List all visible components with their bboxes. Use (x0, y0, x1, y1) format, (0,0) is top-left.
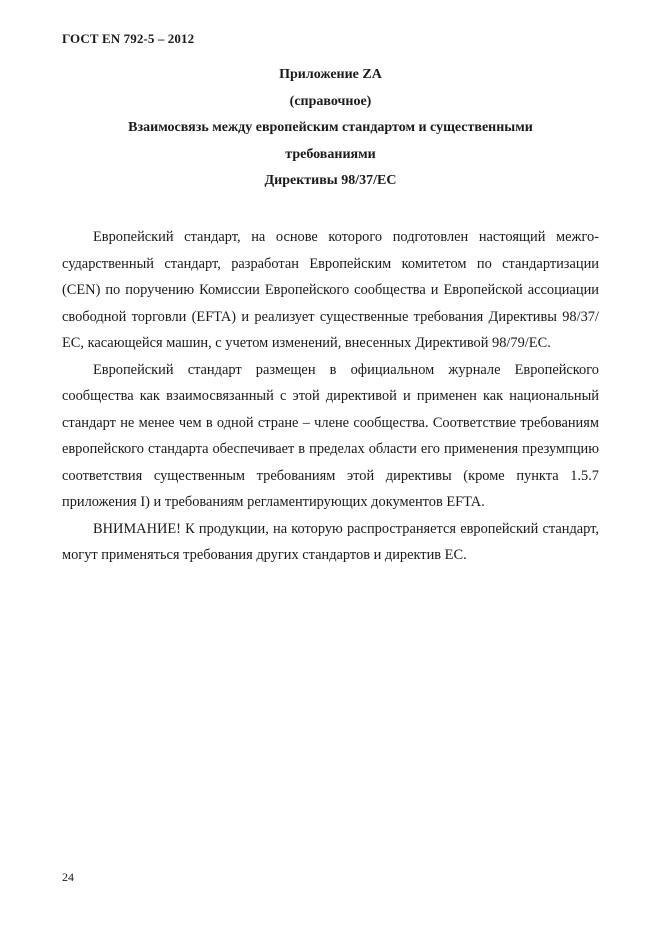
annex-directive: Директивы 98/37/ЕС (264, 173, 397, 188)
annex-body (62, 224, 599, 569)
standard-code-header: ГОСТ EN 792-5 – 2012 (62, 31, 195, 46)
annex-title: Приложение ZA (279, 67, 382, 82)
annex-heading (62, 62, 599, 195)
page-number: 24 (62, 870, 74, 884)
paragraph-origin: Европейский стандарт, на основе которого подготовлен настоящий межгосударственный стандарт, разработан Европейским комитетом по стандартизации (CEN) по поручению Комиссии Европейского сообщества и Европейской ассоциации свободной торговли (EFTA) и реализует существенные требования Директивы 98/37/ЕС, касающейся машин, с учетом изменений, внесенных Директивой 98/79/ЕС. (62, 229, 599, 351)
annex-status: (справочное) (289, 93, 372, 109)
paragraph-presumption: Европейский стандарт размещен в официальном журнале Европейского сообщества как взаимосвязанный с этой директивой и применен как национальный стандарт не менее чем в одной стране – члене сообщества. Соответствие требованиям европейского стандарта обеспечивает в пределах области его применения презумпцию соответствия существенным требованиям этой директивы (кроме пункта 1.5.7 приложения I) и требованиям регламентирующих документов EFTA. (62, 361, 599, 510)
paragraph-warning: ВНИМАНИЕ! К продукции, на которую распространяется европейский стандарт, могут применяться требования других стандартов и директив ЕС. (62, 520, 599, 563)
annex-subject-line-1: Взаимосвязь между европейским стандартом и существенными (128, 120, 533, 135)
annex-subject-line-2: требованиями (285, 146, 376, 162)
